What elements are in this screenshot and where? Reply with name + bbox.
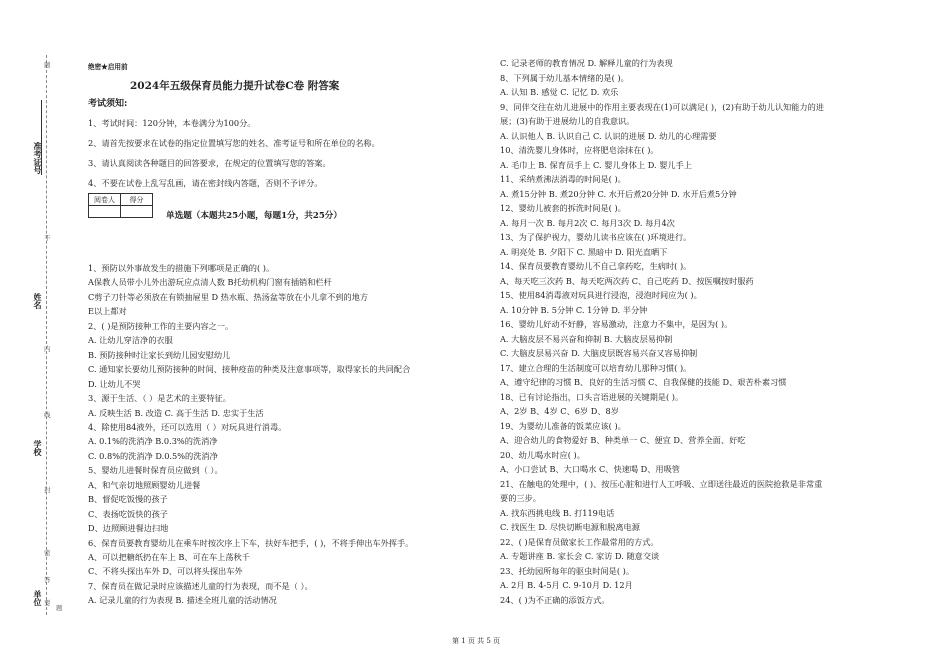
score-table-reviewer: 阅卷人 <box>89 194 121 206</box>
question-line: 6、保育员要教育婴幼儿在乘车时按次序上下车，扶好车把手，( )，不将手伸出车外挥手。 <box>88 537 414 548</box>
margin-mark: 题 <box>56 604 63 612</box>
question-line: 2、( )是预防接种工作的主要内容之一。 <box>88 320 234 331</box>
question-line: A. 毛巾上 B. 保育员手上 C. 婴儿身体上 D. 婴儿手上 <box>500 159 692 170</box>
margin-mark: 内 <box>44 345 51 353</box>
question-line: 11、采纳煮沸法消毒的时间是( )。 <box>500 174 626 184</box>
question-line: A、遵守纪律的习惯 B、良好的生活习惯 C、自我保健的技能 D、艰苦朴素习惯 <box>500 377 787 387</box>
notice-item: 4、不要在试卷上乱写乱画，请在密封线内答题，否则不予评分。 <box>88 178 323 188</box>
question-line: 9、同伴交往在幼儿进展中的作用主要表现在(1)可以满足( )，(2)有助于幼儿认知能力的进 <box>500 101 824 112</box>
question-line: 23、托幼园所每年的驱虫时间是( )。 <box>500 565 635 576</box>
notice-item: 3、请认真阅读各种题目的回答要求，在规定的位置填写您的答案。 <box>88 158 331 168</box>
question-line: D. 让幼儿不哭 <box>88 378 141 389</box>
question-line: 13、为了保护视力，婴幼儿读书应该在( )环境进行。 <box>500 232 692 242</box>
margin-mark: 题 <box>44 61 51 69</box>
question-line: 21、在触电的处理中，( )、按压心脏和进行人工呼吸、立即送往最近的医院抢救是非常重 <box>500 478 823 489</box>
question-line: A. 让幼儿穿洁净的衣服 <box>88 335 173 346</box>
question-line: 14、保育员要教育婴幼儿不自己拿药吃，生病时( )。 <box>500 261 692 271</box>
question-line: A、每天吃三次药 B、每天吃两次药 C、自己吃药 D、按医嘱按时服药 <box>500 275 754 286</box>
notice-item: 1、考试时间：120分钟，本卷满分为100分。 <box>88 118 256 128</box>
question-line: B、督促吃饭慢的孩子 <box>88 494 168 505</box>
question-line: 10、清洗婴儿身体时，应将肥皂涂抹在( )。 <box>500 145 659 155</box>
question-line: C. 通知家长要幼儿预防接种的时间、接种疫苗的种类及注意事项等，取得家长的共同配合 <box>88 364 411 375</box>
score-table-cell <box>89 206 121 218</box>
question-line: 8、下列属于幼儿基本情绪的是( )。 <box>500 72 629 83</box>
question-line: A、可以把糖纸扔在车上 B、可在车上荡秋千 <box>88 552 250 562</box>
question-line: 19、为婴幼儿准备的饭菜应该( )。 <box>500 420 626 431</box>
seal-line <box>46 55 47 615</box>
margin-mark: 答 <box>44 576 51 584</box>
question-line: A、小口尝试 B、大口喝水 C、快速喝 D、用吸管 <box>500 464 680 474</box>
label-xuexiao: 学校 <box>33 440 43 456</box>
question-line: A. 认识他人 B. 认识自己 C. 认识的进展 D. 幼儿的心理需要 <box>500 130 717 141</box>
margin-mark: 封 <box>44 486 51 494</box>
question-line: 要的三步。 <box>500 493 541 503</box>
question-line: A、2岁 B、4岁 C、6岁 D、8岁 <box>500 406 619 416</box>
question-line: A. 2月 B. 4-5月 C. 9-10月 D. 12月 <box>500 580 633 590</box>
question-line: 1、预防以外事故发生的措施下列哪项是正确的( )。 <box>88 263 275 273</box>
question-line: E以上都对 <box>88 306 127 317</box>
question-line: A. 大脑皮层不易兴奋和抑制 B. 大脑皮层易抑制 <box>500 333 673 344</box>
question-line: 17、建立合理的生活制度可以培育幼儿那种习惯( )。 <box>500 362 692 373</box>
question-line: C. 找医生 D. 尽快切断电源和脱离电源 <box>500 522 640 532</box>
question-line: 16、婴幼儿好动不好静，容易激动，注意力不集中，是因为( )。 <box>500 319 733 329</box>
label-danwei: 单位 <box>33 590 43 606</box>
question-line: C、表扬吃饭快的孩子 <box>88 508 168 519</box>
question-line: C. 0.8%的洗消净 D.0.5%的洗消净 <box>88 450 218 461</box>
question-line: A、和气亲切地照顾婴幼儿进餐 <box>88 479 201 490</box>
label-xingming: 姓名 <box>33 293 43 309</box>
score-table <box>88 193 153 218</box>
page-title: 2024年五级保育员能力提升试卷C卷 附答案 <box>130 80 340 92</box>
question-line: A. 每月一次 B. 每月2次 C. 每月3次 D. 每月4次 <box>500 217 675 228</box>
question-line: 18、已有讨论指出，口头言语进展的关键期是( )。 <box>500 391 684 402</box>
question-line: A. 认知 B. 感觉 C. 记忆 D. 欢乐 <box>500 87 619 97</box>
zhunkaozheng-line <box>41 100 43 175</box>
question-line: A保教人员带小儿外出游玩应点清人数 B托幼机构门窗有插销和栏杆 <box>88 277 332 288</box>
question-line: A. 煮15分钟 B. 煮20分钟 C. 水开后煮20分钟 D. 水开后煮5分钟 <box>500 188 737 199</box>
notice-item: 2、请首先按要求在试卷的指定位置填写您的姓名、准考证号和所在单位的名称。 <box>88 138 380 148</box>
notice-title: 考试须知: <box>88 99 128 109</box>
question-line: 22、( )是保育员做家长工作最常用的方式。 <box>500 536 659 547</box>
score-table-score: 得分 <box>121 194 153 206</box>
page-footer: 第 1 页 共 5 页 <box>452 637 501 645</box>
question-line: D、边照顾进餐边扫地 <box>88 523 169 534</box>
question-line: B. 预防接种时让家长到幼儿园安慰幼儿 <box>88 349 231 360</box>
question-line: A、迎合幼儿的食物爱好 B、种类单一 C、便宜 D、营养全面、好吃 <box>500 435 746 445</box>
question-line: C. 大脑皮层易兴奋 D. 大脑皮层既容易兴奋又容易抑制 <box>500 348 698 358</box>
margin-mark: 密 <box>44 549 51 557</box>
question-line: 4、除使用84液外，还可以选用（ ）对玩具进行消毒。 <box>88 421 287 432</box>
question-line: 20、幼儿喝水时应( )。 <box>500 449 585 460</box>
question-line: A. 专题讲座 B. 家长会 C. 家访 D. 随意交谈 <box>500 551 660 561</box>
section-heading: 单选题（本题共25小题，每题1分，共25分） <box>166 211 342 221</box>
question-line: 24、( )为不正确的添饭方式。 <box>500 594 610 605</box>
question-line: C. 记录老师的教育情况 D. 解释儿童的行为表现 <box>500 58 673 68</box>
question-line: C、不将头探出车外 D、可以将头探出车外 <box>88 566 243 577</box>
question-line: A. 找东西挑电线 B. 打119电话 <box>500 507 615 518</box>
question-line: A. 0.1%的洗消净 B.0.3%的洗消净 <box>88 436 218 447</box>
question-line: A. 明亮处 B. 夕阳下 C. 黑暗中 D. 阳光直晒下 <box>500 246 668 257</box>
margin-mark: 要 <box>44 599 51 607</box>
question-line: 7、保育员在做记录时应该描述儿童的行为表现，而不是（ ）。 <box>88 580 313 591</box>
margin-mark: 不 <box>44 234 51 242</box>
question-line: 展；(3)有助于进展幼儿的自我意识。 <box>500 116 635 126</box>
label-zhunkaozheng: 准考证号 <box>33 142 43 174</box>
question-line: A. 反映生活 B. 改造 C. 高于生活 D. 忠实于生活 <box>88 407 264 418</box>
question-line: 12、婴幼儿被套的拆洗时间是( )。 <box>500 203 626 213</box>
question-line: A. 10分钟 B. 5分钟 C. 1分钟 D. 半分钟 <box>500 304 648 315</box>
secret-mark: 绝密★启用前 <box>88 63 128 71</box>
margin-mark: 线 <box>44 411 51 419</box>
question-line: C剪子刀针等必须放在有锁抽屉里 D 热水瓶、热汤盆等放在小儿拿不到的地方 <box>88 291 369 302</box>
question-line: 3、源于生活、（ ）是艺术的主要特征。 <box>88 393 231 404</box>
question-line: 15、使用84消毒液对玩具进行浸泡，浸泡时间应为( )。 <box>500 290 702 300</box>
question-line: 5、婴幼儿进餐时保育员应做到（ ）。 <box>88 465 223 476</box>
score-table-cell <box>121 206 153 218</box>
question-line: A. 记录儿童的行为表现 B. 描述全班儿童的活动情况 <box>88 595 277 606</box>
